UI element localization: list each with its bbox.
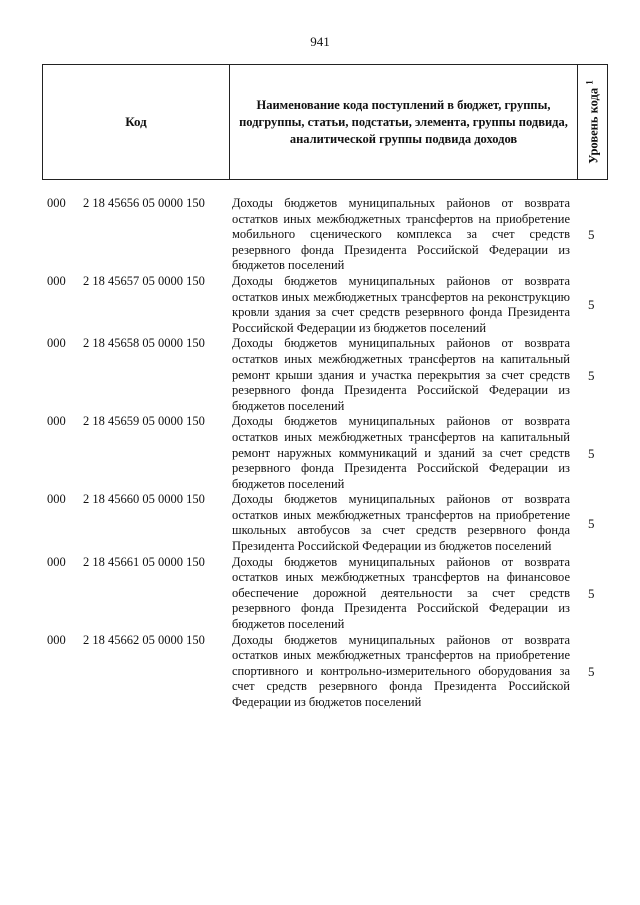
revenue-description: Доходы бюджетов муниципальных районов от возврата остатков иных межбюджетных трансфертов на капитальный ремонт наружных коммуникаций и зданий за счет средств резервного фонда Президента Российской Федерации из бюджетов поселений <box>232 414 570 491</box>
code-level: 5 <box>588 515 595 531</box>
header-name: Наименование кода поступлений в бюджет, группы, подгруппы, статьи, подстатьи, элемента, группы подвида, аналитической группы подвида доходов <box>230 65 578 179</box>
revenue-description: Доходы бюджетов муниципальных районов от возврата остатков иных межбюджетных трансфертов на реконструкцию кровли здания за счет средств резервного фонда Президента Российской Федерации из бюджетов поселений <box>232 273 570 335</box>
revenue-description: Доходы бюджетов муниципальных районов от возврата остатков иных межбюджетных трансфертов на приобретение школьных автобусов за счет средств резервного фонда Президента Российской Федерации из бюджетов поселений <box>232 492 570 554</box>
table-row <box>0 492 640 554</box>
table-row <box>0 274 640 336</box>
code-level: 5 <box>588 445 595 461</box>
header-level-footnote: 1 <box>583 80 594 85</box>
header-level <box>578 65 607 179</box>
table-row <box>0 336 640 414</box>
revenue-code: 2 18 45657 05 0000 150 <box>83 273 205 288</box>
header-level-label <box>584 80 601 163</box>
code-level: 5 <box>588 367 595 383</box>
header-code: Код <box>43 65 230 179</box>
revenue-description: Доходы бюджетов муниципальных районов от возврата остатков иных межбюджетных трансфертов на капитальный ремонт крыши здания и участка перекрытия за счет средств резервного фонда Президента Российской Федерации из бюджетов поселений <box>232 336 570 413</box>
code-level: 5 <box>588 585 595 601</box>
admin-code: 000 <box>47 414 66 429</box>
table-header <box>42 64 608 180</box>
revenue-description: Доходы бюджетов муниципальных районов от возврата остатков иных межбюджетных трансфертов на приобретение мобильного сценического комплекса за счет средств резервного фонда Президента Российской Федерации из бюджетов поселений <box>232 196 570 273</box>
revenue-code: 2 18 45656 05 0000 150 <box>83 196 205 210</box>
header-level-text: Уровень кода <box>586 87 601 164</box>
revenue-code: 2 18 45660 05 0000 150 <box>83 492 205 507</box>
code-level: 5 <box>588 297 595 313</box>
table-row <box>0 196 640 274</box>
revenue-code: 2 18 45659 05 0000 150 <box>83 414 205 429</box>
admin-code: 000 <box>47 632 66 647</box>
page-number: 941 <box>310 34 330 49</box>
admin-code: 000 <box>47 492 66 507</box>
code-level: 5 <box>588 227 595 243</box>
admin-code: 000 <box>47 336 66 351</box>
admin-code: 000 <box>47 554 66 569</box>
admin-code: 000 <box>47 196 66 210</box>
table-body <box>0 196 640 711</box>
code-level: 5 <box>588 663 595 679</box>
revenue-code: 2 18 45662 05 0000 150 <box>83 632 205 647</box>
revenue-code: 2 18 45658 05 0000 150 <box>83 336 205 351</box>
table-row <box>0 414 640 492</box>
revenue-description: Доходы бюджетов муниципальных районов от возврата остатков иных межбюджетных трансфертов на финансовое обеспечение дорожной деятельности за счет средств резервного фонда Президента Российской Федерации из бюджетов поселений <box>232 554 570 632</box>
table-row <box>0 555 640 633</box>
revenue-code: 2 18 45661 05 0000 150 <box>83 554 205 569</box>
table-row <box>0 633 640 711</box>
revenue-description: Доходы бюджетов муниципальных районов от возврата остатков иных межбюджетных трансфертов на приобретение спортивного и контрольно-измерительного оборудования за счет средств резервного фонда Президента Российской Федерации из бюджетов поселений <box>232 632 570 709</box>
admin-code: 000 <box>47 273 66 288</box>
